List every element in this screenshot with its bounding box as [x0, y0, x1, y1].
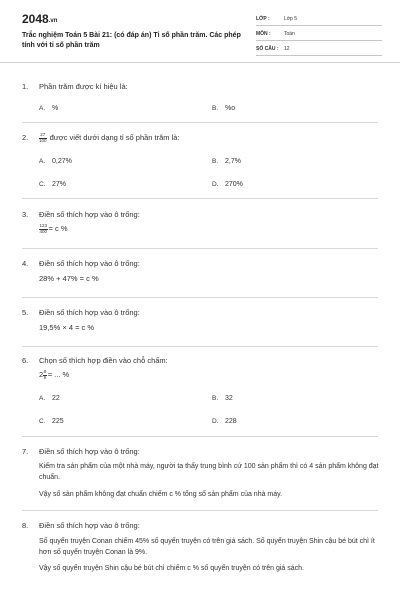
question-divider	[22, 198, 378, 199]
question-number: 2.	[22, 133, 29, 142]
question-paragraph: Vậy số sản phẩm không đạt chuẩn chiếm c % tổng số sản phẩm của nhà máy.	[39, 491, 283, 498]
question-text: Điền số thích hợp vào ô trống:	[39, 259, 140, 268]
fraction-numerator: 123	[39, 223, 48, 229]
question-divider	[22, 510, 378, 511]
meta-label: SỐ CÂU :	[256, 46, 279, 52]
option-text: 32	[225, 395, 233, 402]
option-c[interactable]	[39, 181, 66, 188]
option-b[interactable]	[212, 158, 241, 165]
option-letter: B.	[212, 105, 219, 112]
math-expression	[39, 224, 67, 234]
question-number: 6.	[22, 356, 29, 365]
meta-label: MÔN :	[256, 31, 271, 37]
option-text: 228	[225, 418, 237, 425]
option-a[interactable]	[39, 158, 72, 165]
question-divider	[22, 248, 378, 249]
option-text: 225	[52, 418, 64, 425]
fraction	[39, 224, 48, 234]
math-expression: 28% + 47% = c %	[39, 274, 99, 283]
question-text	[39, 133, 180, 143]
fraction	[43, 370, 47, 380]
option-text: %o	[225, 105, 236, 112]
question-text-rest: được viết dưới dạng tỉ số phần trăm là:	[49, 133, 180, 142]
option-text: 22	[52, 395, 60, 402]
logo-suffix: .vn	[48, 18, 58, 24]
option-letter: C.	[39, 181, 46, 188]
meta-value: Lớp 5	[284, 16, 298, 22]
logo-main: 2048	[22, 12, 49, 26]
option-letter: D.	[212, 181, 219, 188]
option-text: 27%	[52, 181, 67, 188]
question-text: Điền số thích hợp vào ô trống:	[39, 308, 140, 317]
page-header	[0, 0, 400, 63]
question-number: 1.	[22, 82, 29, 91]
fraction	[39, 133, 47, 143]
meta-count	[256, 46, 290, 52]
fraction-denominator: 100	[39, 137, 47, 143]
meta-subject	[256, 31, 295, 37]
question-number: 5.	[22, 308, 29, 317]
question-text: Điền số thích hợp vào ô trống:	[39, 447, 140, 456]
question-number: 7.	[22, 447, 29, 456]
question-divider	[22, 436, 378, 437]
question-text: Phần trăm được kí hiệu là:	[39, 82, 128, 91]
option-b[interactable]	[212, 395, 233, 402]
option-letter: B.	[212, 395, 219, 402]
option-text: 0,27%	[52, 158, 72, 165]
question-number: 4.	[22, 259, 29, 268]
option-letter: A.	[39, 158, 46, 165]
question-text: Điền số thích hợp vào ô trống:	[39, 521, 140, 530]
option-letter: D.	[212, 418, 219, 425]
question-paragraph: Kiểm tra sản phẩm của một nhà máy, người ta thấy trung bình cứ 100 sản phẩm thì có 4 sản phẩm không đạt chuẩn.	[39, 463, 379, 481]
math-expression	[39, 370, 69, 380]
question-paragraph: Số quyển truyện Conan chiếm 45% số quyển truyện có trên giá sách. Số quyển truyện Shin cậu bé bút chì ít hơn số quyển truyện Conan là 9%.	[39, 538, 375, 556]
option-d[interactable]	[212, 418, 237, 425]
option-text: 2,7%	[225, 158, 241, 165]
meta-divider	[256, 55, 382, 56]
option-a[interactable]	[39, 105, 58, 112]
question-divider	[22, 122, 378, 123]
math-expression: 19,5% × 4 = c %	[39, 323, 95, 332]
option-letter: A.	[39, 105, 46, 112]
site-logo[interactable]	[22, 12, 57, 26]
meta-divider	[256, 40, 382, 41]
option-letter: B.	[212, 158, 219, 165]
meta-value: Toán	[284, 31, 295, 37]
meta-value: 12	[284, 46, 290, 52]
question-text: Chọn số thích hợp điền vào chỗ chấm:	[39, 356, 168, 365]
math-rest: = c %	[48, 224, 68, 233]
fraction-denominator: 9	[43, 374, 47, 380]
question-divider	[22, 346, 378, 347]
question-paragraph: Vậy số quyển truyện Shin cậu bé bút chì chiếm c % số quyển truyện có trên giá sách.	[39, 565, 304, 572]
option-letter: A.	[39, 395, 46, 402]
question-number: 8.	[22, 521, 29, 530]
meta-label: LỚP :	[256, 16, 270, 22]
option-a[interactable]	[39, 395, 60, 402]
meta-class	[256, 16, 297, 22]
option-c[interactable]	[39, 418, 64, 425]
mixed-whole: 2	[39, 370, 44, 379]
math-rest: = ... %	[47, 370, 70, 379]
meta-divider	[256, 25, 382, 26]
question-number: 3.	[22, 210, 29, 219]
fraction-numerator: 27	[40, 132, 46, 138]
question-text: Điền số thích hợp vào ô trống:	[39, 210, 140, 219]
fraction-numerator: 8	[43, 369, 47, 375]
option-b[interactable]	[212, 105, 235, 112]
option-text: %	[52, 105, 59, 112]
option-text: 270%	[225, 181, 243, 188]
option-letter: C.	[39, 418, 46, 425]
option-d[interactable]	[212, 181, 243, 188]
document-title: Trắc nghiệm Toán 5 Bài 21: (có đáp án) Tỉ số phần trăm. Các phép tính với tỉ số phần trăm	[22, 32, 241, 49]
fraction-denominator: 400	[39, 228, 48, 234]
question-divider	[22, 297, 378, 298]
